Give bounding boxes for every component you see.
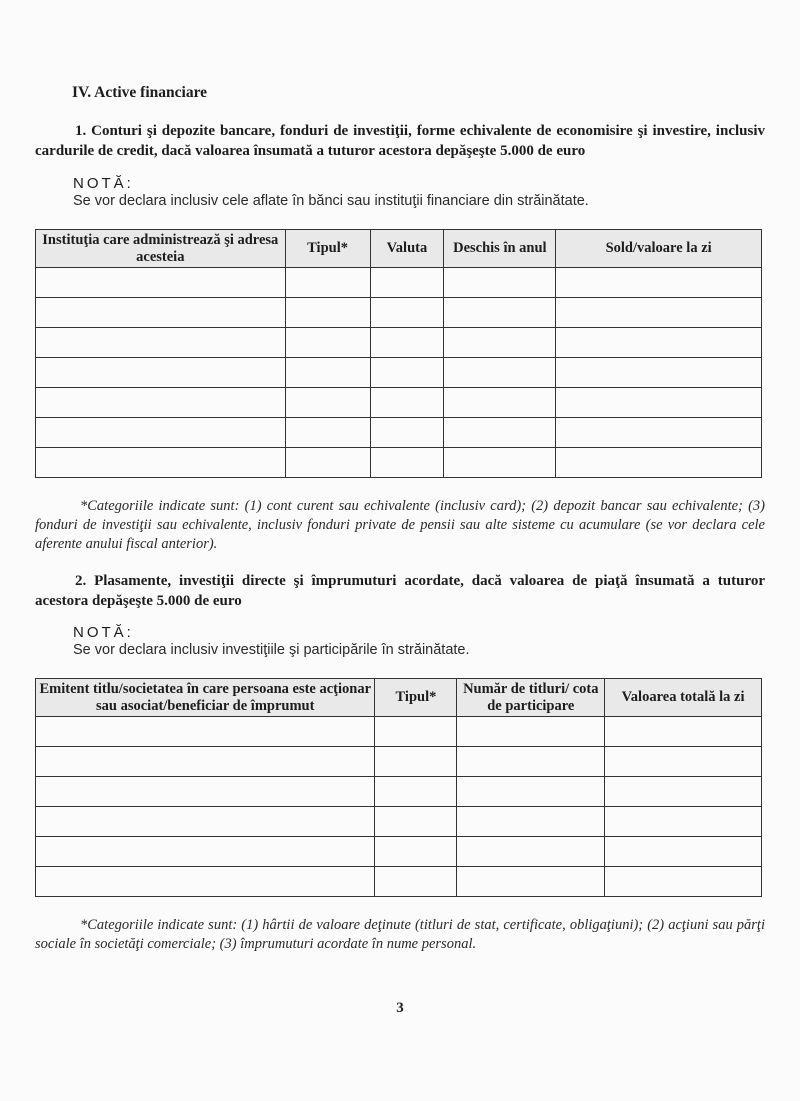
- table-row: [36, 388, 762, 418]
- section2-nota-label: NOTĂ:: [73, 624, 134, 641]
- table-cell[interactable]: [285, 358, 370, 388]
- table-cell[interactable]: [556, 388, 762, 418]
- section-title: IV. Active financiare: [72, 84, 208, 101]
- table-cell[interactable]: [444, 268, 556, 298]
- table-cell[interactable]: [457, 747, 605, 777]
- column-header-type: Tipul*: [375, 679, 457, 717]
- table-row: [36, 717, 762, 747]
- table-cell[interactable]: [605, 837, 762, 867]
- table-cell[interactable]: [370, 388, 444, 418]
- column-header-total-value: Valoarea totală la zi: [605, 679, 762, 717]
- table-cell[interactable]: [457, 867, 605, 897]
- table-cell[interactable]: [457, 717, 605, 747]
- section1-heading: 1. Conturi şi depozite bancare, fonduri de investiţii, forme echivalente de economisire şi investire, inclusiv cardurile de credit, dacă valoarea însumată a tuturor acestora depăşeşte 5.000 de euro: [35, 123, 765, 159]
- table-cell[interactable]: [36, 298, 286, 328]
- table-cell[interactable]: [370, 298, 444, 328]
- investments-table: [35, 678, 762, 897]
- table-cell[interactable]: [556, 418, 762, 448]
- table-cell[interactable]: [444, 388, 556, 418]
- table-row: [36, 867, 762, 897]
- table-row: [36, 358, 762, 388]
- table-cell[interactable]: [370, 448, 444, 478]
- table-cell[interactable]: [36, 448, 286, 478]
- table-row: [36, 268, 762, 298]
- table-cell[interactable]: [556, 448, 762, 478]
- table-cell[interactable]: [444, 328, 556, 358]
- table-cell[interactable]: [375, 777, 457, 807]
- column-header-issuer: Emitent titlu/societatea în care persoana este acţionar sau asociat/beneficiar de împrumut: [36, 679, 375, 717]
- table-cell[interactable]: [375, 747, 457, 777]
- table-cell[interactable]: [457, 807, 605, 837]
- table-header-row: [36, 230, 762, 268]
- table-row: [36, 328, 762, 358]
- table-cell[interactable]: [370, 328, 444, 358]
- table-cell[interactable]: [285, 268, 370, 298]
- table-cell[interactable]: [605, 747, 762, 777]
- table-cell[interactable]: [285, 298, 370, 328]
- bank-accounts-table-body: [36, 268, 762, 478]
- table-cell[interactable]: [370, 358, 444, 388]
- column-header-balance: Sold/valoare la zi: [556, 230, 762, 268]
- table-cell[interactable]: [36, 777, 375, 807]
- table-cell[interactable]: [605, 867, 762, 897]
- table-cell[interactable]: [370, 418, 444, 448]
- table-cell[interactable]: [444, 358, 556, 388]
- section2-heading: 2. Plasamente, investiţii directe şi împrumuturi acordate, dacă valoarea de piaţă însumată a tuturor acestora depăşeşte 5.000 de euro: [35, 573, 765, 609]
- table-row: [36, 448, 762, 478]
- section1-nota-text: Se vor declara inclusiv cele aflate în bănci sau instituţii financiare din străinătate.: [73, 193, 589, 209]
- table-cell[interactable]: [556, 298, 762, 328]
- table-cell[interactable]: [36, 358, 286, 388]
- table-row: [36, 807, 762, 837]
- table-cell[interactable]: [36, 717, 375, 747]
- table-cell[interactable]: [36, 388, 286, 418]
- investments-table-body: [36, 717, 762, 897]
- section2-nota-text: Se vor declara inclusiv investiţiile şi participările în străinătate.: [73, 642, 470, 658]
- table-cell[interactable]: [444, 418, 556, 448]
- table-cell[interactable]: [556, 268, 762, 298]
- table-header-row: [36, 679, 762, 717]
- table-row: [36, 777, 762, 807]
- column-header-type: Tipul*: [285, 230, 370, 268]
- table-cell[interactable]: [285, 388, 370, 418]
- table-cell[interactable]: [605, 777, 762, 807]
- section2-footnote: *Categoriile indicate sunt: (1) hârtii de valoare deţinute (titluri de stat, certificate, obligaţiuni); (2) acţiuni sau părţi sociale în societăţi comerciale; (3) împrumuturi acordate în nume personal.: [35, 917, 765, 952]
- column-header-institution: Instituţia care administrează şi adresa acesteia: [36, 230, 286, 268]
- table-cell[interactable]: [605, 717, 762, 747]
- table-cell[interactable]: [36, 418, 286, 448]
- table-row: [36, 298, 762, 328]
- table-cell[interactable]: [370, 268, 444, 298]
- table-cell[interactable]: [36, 837, 375, 867]
- table-cell[interactable]: [556, 328, 762, 358]
- table-cell[interactable]: [285, 448, 370, 478]
- table-cell[interactable]: [375, 717, 457, 747]
- table-cell[interactable]: [556, 358, 762, 388]
- table-cell[interactable]: [36, 867, 375, 897]
- section1-nota-label: NOTĂ:: [73, 175, 134, 192]
- bank-accounts-table: [35, 229, 762, 478]
- table-cell[interactable]: [285, 418, 370, 448]
- table-row: [36, 837, 762, 867]
- table-cell[interactable]: [285, 328, 370, 358]
- table-row: [36, 418, 762, 448]
- table-cell[interactable]: [444, 448, 556, 478]
- table-row: [36, 747, 762, 777]
- table-cell[interactable]: [457, 837, 605, 867]
- table-cell[interactable]: [375, 837, 457, 867]
- table-cell[interactable]: [36, 268, 286, 298]
- table-cell[interactable]: [375, 867, 457, 897]
- table-cell[interactable]: [457, 777, 605, 807]
- column-header-shares-count: Număr de titluri/ cota de participare: [457, 679, 605, 717]
- table-cell[interactable]: [36, 328, 286, 358]
- section1-footnote: *Categoriile indicate sunt: (1) cont curent sau echivalente (inclusiv card); (2) depozit bancar sau echivalente; (3) fonduri de investiţii sau echivalente, inclusiv fonduri private de pensii sau alte sisteme cu acumulare (se vor declara cele aferente anului fiscal anterior).: [35, 498, 765, 552]
- column-header-opened-year: Deschis în anul: [444, 230, 556, 268]
- table-cell[interactable]: [36, 807, 375, 837]
- table-cell[interactable]: [375, 807, 457, 837]
- column-header-currency: Valuta: [370, 230, 444, 268]
- page-number: 3: [396, 1000, 404, 1016]
- table-cell[interactable]: [444, 298, 556, 328]
- table-cell[interactable]: [605, 807, 762, 837]
- table-cell[interactable]: [36, 747, 375, 777]
